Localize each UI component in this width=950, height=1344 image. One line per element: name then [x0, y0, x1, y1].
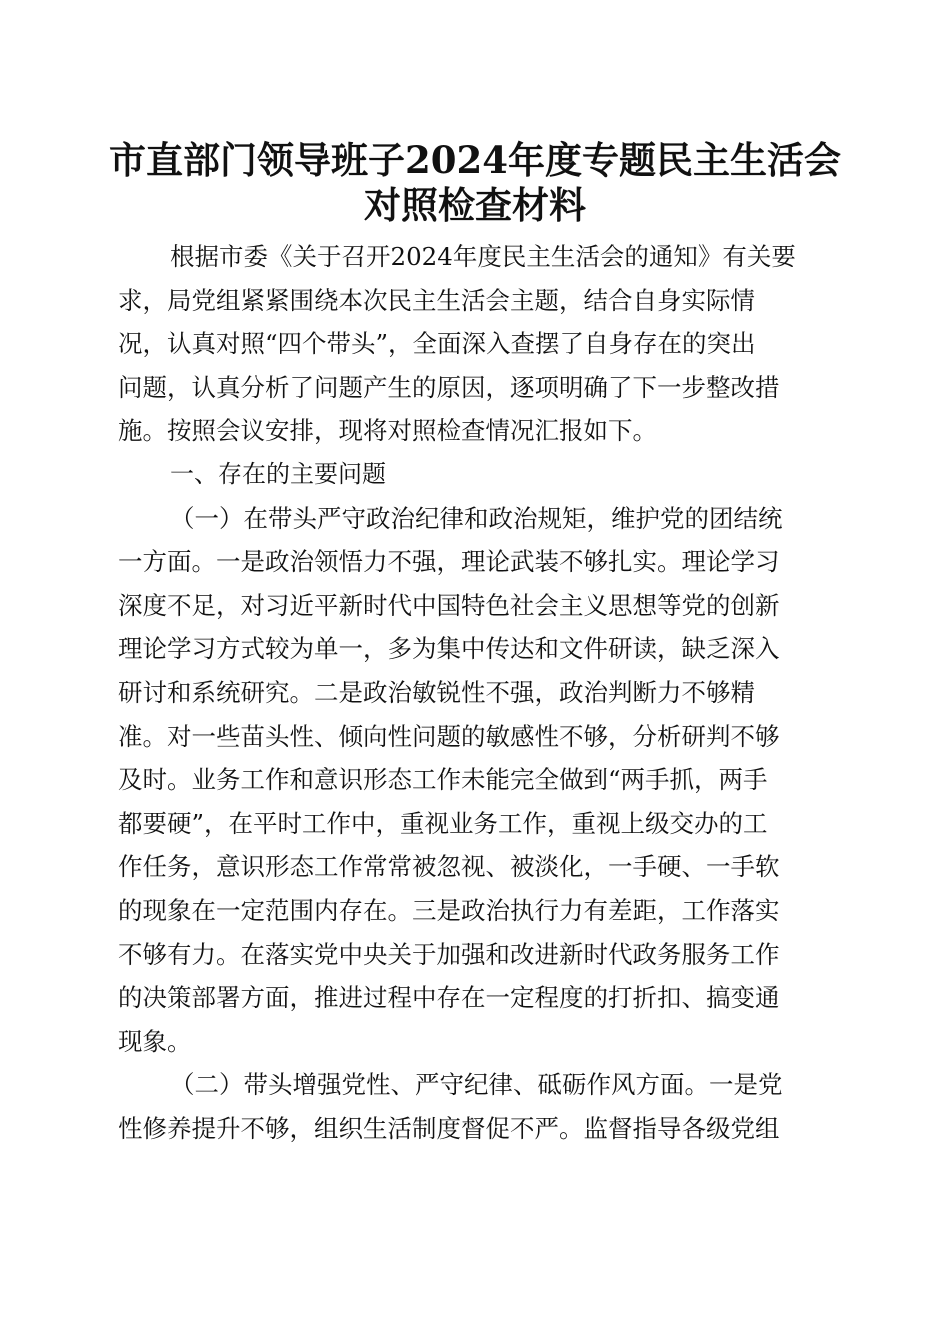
text-line: （二）带头增强党性、严守纪律、砥砺作风方面。一是党 — [170, 1070, 783, 1100]
text-line: 的现象在一定范围内存在。三是政治执行力有差距，工作落实 — [118, 895, 780, 925]
document-body — [118, 235, 830, 1150]
text-line: 现象。 — [118, 1026, 192, 1056]
text-line: 求，局党组紧紧围绕本次民主生活会主题，结合自身实际情 — [118, 285, 755, 315]
text-line: 准。对一些苗头性、倾向性问题的敏感性不够，分析研判不够 — [118, 721, 780, 751]
text-line: 深度不足，对习近平新时代中国特色社会主义思想等党的创新 — [118, 590, 780, 620]
text-line: 施。按照会议安排，现将对照检查情况汇报如下。 — [118, 416, 657, 446]
text-line: 研讨和系统研究。二是政治敏锐性不强，政治判断力不够精 — [118, 677, 755, 707]
text-line: 根据市委《关于召开2024年度民主生活会的通知》有关要 — [170, 242, 796, 271]
text-line: 作任务，意识形态工作常常被忽视、被淡化，一手硬、一手软 — [118, 852, 780, 882]
text-line: （一）在带头严守政治纪律和政治规矩，维护党的团结统 — [170, 503, 783, 533]
text-line: 及时。业务工作和意识形态工作未能完全做到“两手抓，两手 — [118, 765, 768, 795]
text-line: 况，认真对照“四个带头”，全面深入查摆了自身存在的突出 — [118, 329, 756, 359]
document-title-line2: 对照检查材料 — [364, 183, 586, 227]
text-line: 的决策部署方面，推进过程中存在一定程度的打折扣、搞变通 — [118, 983, 780, 1013]
section-heading: 一、存在的主要问题 — [170, 459, 386, 488]
text-line: 理论学习方式较为单一，多为集中传达和文件研读，缺乏深入 — [118, 634, 780, 664]
text-line: 都要硬”，在平时工作中，重视业务工作，重视上级交办的工 — [118, 808, 768, 838]
text-line: 一方面。一是政治领悟力不强，理论武装不够扎实。理论学习 — [118, 547, 780, 577]
text-line: 不够有力。在落实党中央关于加强和改进新时代政务服务工作 — [118, 939, 780, 969]
text-line: 问题，认真分析了问题产生的原因，逐项明确了下一步整改措 — [118, 372, 780, 402]
text-line: 性修养提升不够，组织生活制度督促不严。监督指导各级党组 — [118, 1113, 780, 1143]
document-title-line1: 市直部门领导班子2024年度专题民主生活会 — [109, 138, 841, 182]
